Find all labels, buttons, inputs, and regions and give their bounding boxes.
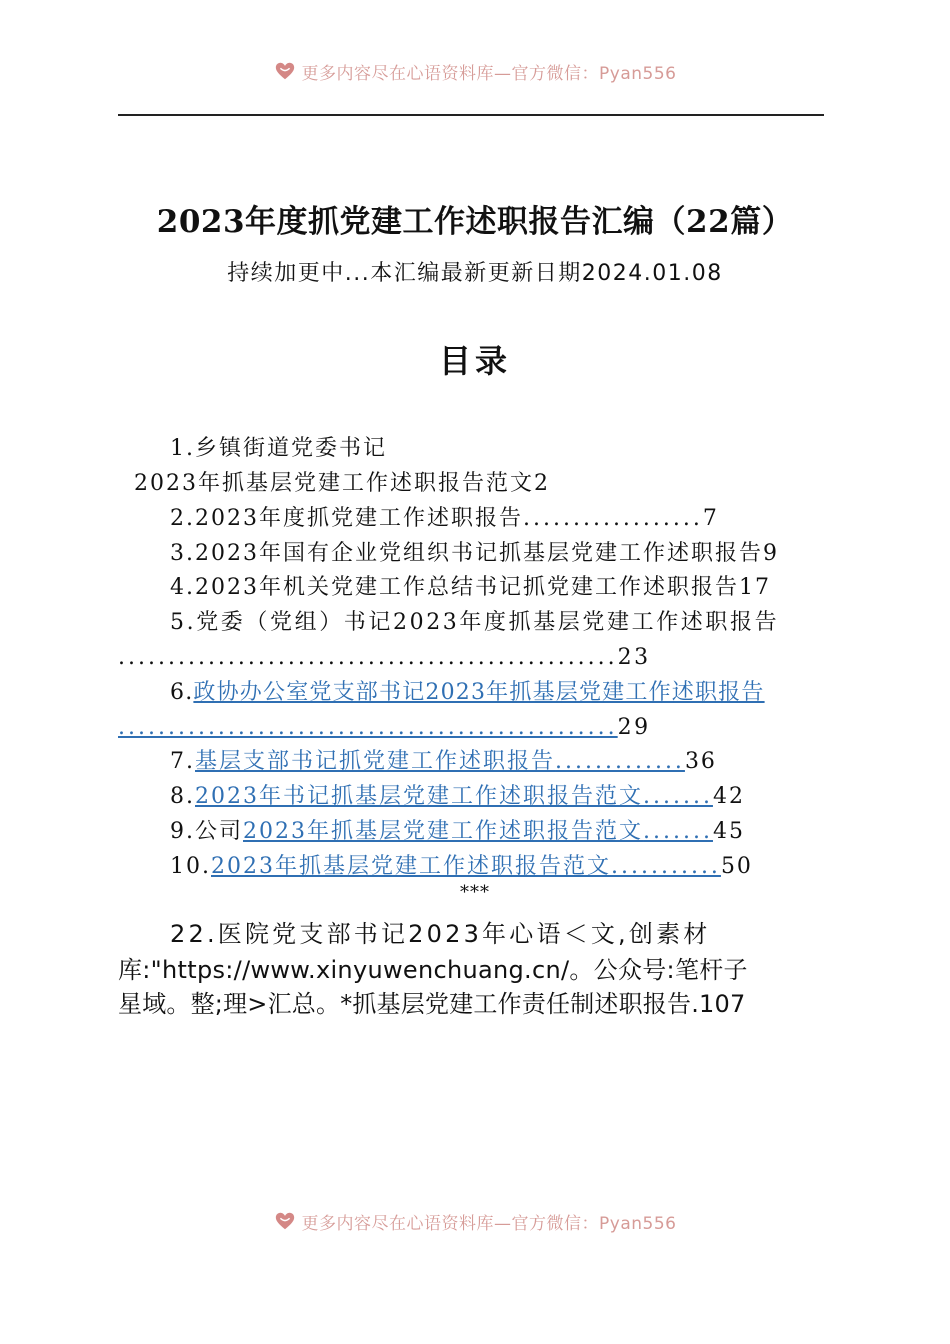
toc-item-num: 4. (170, 575, 195, 600)
toc-item-num: 10. (170, 854, 211, 879)
toc-item-text: 2023年度抓党建工作述职报告 (195, 506, 523, 531)
document-title: 2023年度抓党建工作述职报告汇编（22篇） (156, 204, 794, 240)
toc-page-number: 36 (684, 749, 717, 774)
watermark-text: 更多内容尽在心语资料库—官方微信：Pyan556 (301, 1213, 677, 1234)
toc-page-number: 45 (712, 819, 745, 844)
toc-item-4[interactable] (170, 573, 771, 603)
toc-item-link[interactable]: 基层支部书记抓党建工作述职报告 (195, 749, 556, 774)
toc-item-1-cont[interactable] (134, 469, 550, 499)
toc-item-num: 3. (170, 541, 195, 566)
toc-item-7[interactable] (170, 747, 717, 777)
footer-watermark (0, 1206, 950, 1236)
toc-item-num: 9. (170, 819, 195, 844)
toc-leader-dots[interactable]: ............. (555, 749, 685, 774)
toc-item-1[interactable] (170, 434, 387, 464)
toc-item-1-line1: 1.乡镇街道党委书记 (170, 436, 387, 461)
toc-page-number: 9 (763, 541, 779, 566)
toc-item-text: 2023年机关党建工作总结书记抓党建工作述职报告 (195, 575, 739, 600)
final-entry-line1: 22.医院党支部书记2023年心语＜文,创素材 (170, 920, 711, 948)
heart-logo-icon (274, 1210, 296, 1232)
toc-item-5[interactable] (170, 608, 779, 638)
separator-stars: *** (460, 882, 490, 903)
toc-item-text: 2023年国有企业党组织书记抓基层党建工作述职报告 (195, 541, 763, 566)
toc-leader-dots[interactable]: ....... (643, 784, 713, 809)
watermark-text: 更多内容尽在心语资料库—官方微信：Pyan556 (301, 63, 677, 84)
toc-heading: 目录 (438, 342, 511, 380)
toc-item-6-cont[interactable] (118, 713, 651, 743)
toc-item-num: 7. (170, 749, 195, 774)
toc-item-10[interactable] (170, 852, 753, 882)
toc-item-num: 2. (170, 506, 195, 531)
toc-page-number: 23 (617, 645, 651, 670)
toc-leader-dots[interactable]: ....... (643, 819, 713, 844)
toc-page-number: 42 (712, 784, 745, 809)
toc-item-link[interactable]: 2023年抓基层党建工作述职报告范文 (243, 819, 644, 844)
toc-page-number: 29 (617, 715, 651, 740)
toc-item-link[interactable]: 2023年书记抓基层党建工作述职报告范文 (195, 784, 643, 809)
toc-leader-dots[interactable]: .................................................. (118, 715, 618, 740)
toc-item-prefix: 公司 (195, 819, 244, 844)
header-divider (118, 114, 824, 116)
toc-item-num: 6. (170, 680, 194, 705)
toc-item-3[interactable] (170, 539, 779, 569)
toc-item-6[interactable] (170, 678, 765, 708)
toc-item-num: 5. (170, 610, 197, 635)
toc-leader-dots[interactable]: ........... (611, 854, 721, 879)
document-subtitle: 持续加更中...本汇编最新更新日期2024.01.08 (227, 261, 723, 286)
toc-item-link[interactable]: 政协办公室党支部书记2023年抓基层党建工作述职报告 (193, 680, 765, 705)
toc-item-num: 8. (170, 784, 195, 809)
heart-logo-icon (274, 60, 296, 82)
toc-item-1-line2: 2023年抓基层党建工作述职报告范文2 (134, 471, 550, 496)
toc-leader-dots: .................. (523, 506, 703, 531)
final-entry-line3: 星域。整;理>汇总。*抓基层党建工作责任制述职报告.107 (118, 990, 746, 1018)
toc-page-number: 7 (702, 506, 719, 531)
toc-page-number: 50 (720, 854, 753, 879)
final-entry-line2: 库:"https://www.xinyuwenchuang.cn/。公众号:笔杆子 (118, 956, 748, 984)
toc-item-9[interactable] (170, 817, 745, 847)
toc-item-2[interactable] (170, 504, 719, 534)
header-watermark (0, 56, 950, 86)
toc-page-number: 17 (739, 575, 771, 600)
toc-item-8[interactable] (170, 782, 745, 812)
toc-item-5-cont[interactable] (118, 643, 651, 673)
toc-leader-dots: .................................................. (118, 645, 618, 670)
toc-item-link[interactable]: 2023年抓基层党建工作述职报告范文 (211, 854, 611, 879)
toc-item-text: 党委（党组）书记2023年度抓基层党建工作述职报告 (196, 610, 780, 635)
